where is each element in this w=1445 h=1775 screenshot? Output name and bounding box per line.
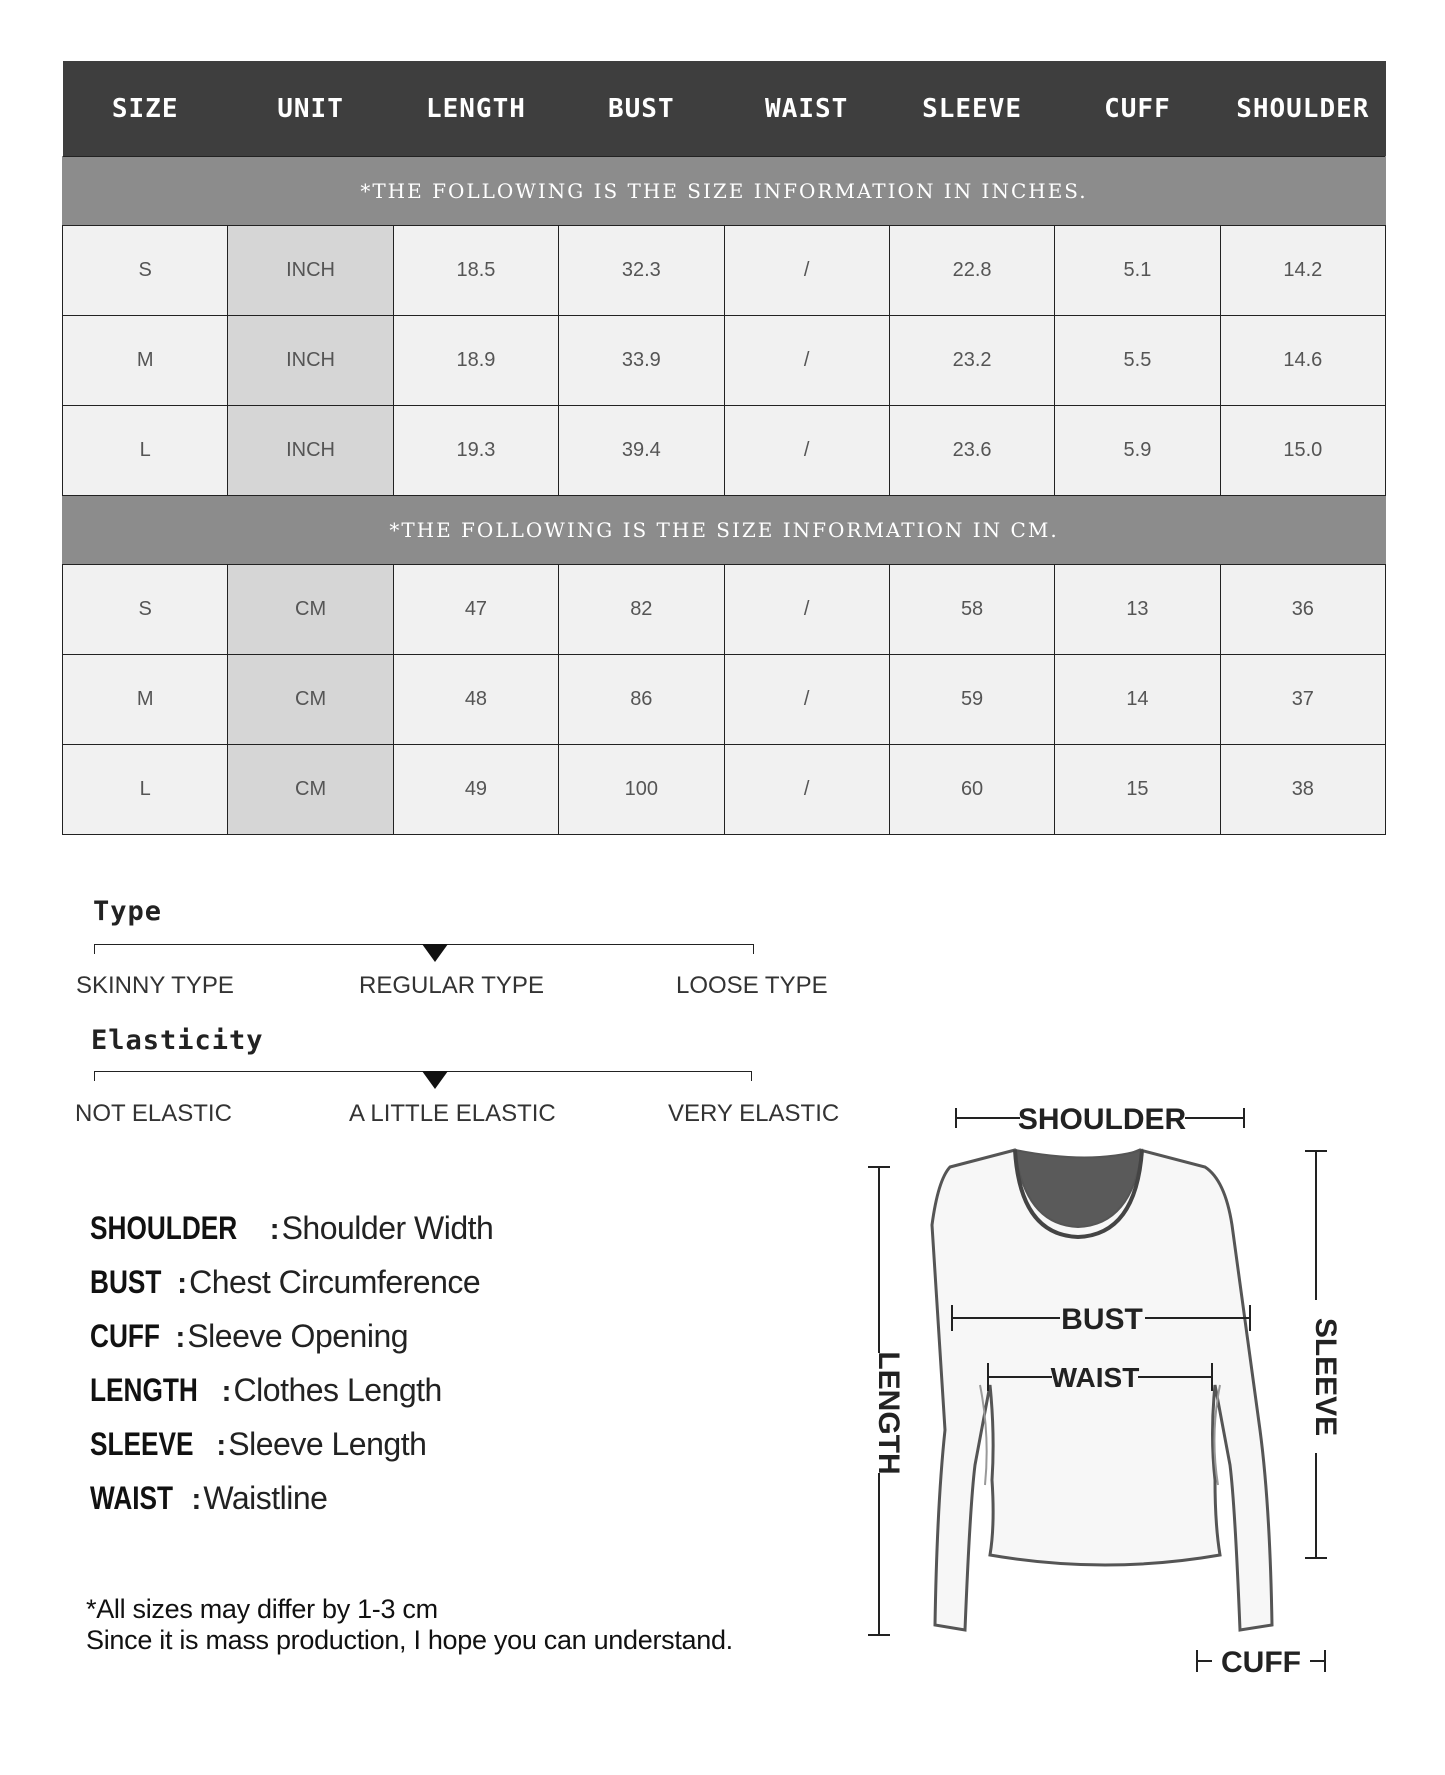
footnote-line-2: Since it is mass production, I hope you can understand.	[86, 1625, 733, 1655]
table-cell: L	[63, 745, 228, 835]
cuff-dimension	[1197, 1646, 1325, 1679]
table-cell: CM	[228, 565, 393, 655]
elasticity-option-not: NOT ELASTIC	[75, 1100, 232, 1127]
table-cell: 100	[559, 745, 724, 835]
table-cell: 33.9	[559, 316, 724, 406]
section-note-row	[63, 157, 1386, 226]
garment-measurement-diagram	[840, 1085, 1350, 1685]
column-header-cuff: CUFF	[1055, 61, 1220, 157]
bust-label: BUST	[1061, 1303, 1143, 1336]
type-option-loose: LOOSE TYPE	[676, 972, 828, 999]
table-row	[63, 226, 1386, 316]
table-row	[63, 565, 1386, 655]
table-cell: 59	[889, 655, 1054, 745]
table-cell: 18.5	[393, 226, 558, 316]
table-cell: INCH	[228, 406, 393, 496]
elasticity-scale-title: Elasticity	[91, 1025, 264, 1056]
type-scale-marker-icon	[422, 944, 448, 962]
column-header-size: SIZE	[63, 61, 228, 157]
legend-desc: Sleeve Opening	[187, 1318, 409, 1354]
section-note-cm: *THE FOLLOWING IS THE SIZE INFORMATION IN CM.	[63, 496, 1386, 565]
legend-term: SLEEVE	[90, 1426, 194, 1462]
table-cell: CM	[228, 655, 393, 745]
sleeve-dimension	[1305, 1151, 1342, 1558]
table-cell: 23.2	[889, 316, 1054, 406]
legend-desc: Sleeve Length	[228, 1426, 427, 1462]
table-cell: 5.1	[1055, 226, 1220, 316]
table-cell: INCH	[228, 226, 393, 316]
legend-item: SLEEVE : Sleeve Length	[90, 1426, 427, 1462]
footnote	[86, 1594, 733, 1656]
table-cell: /	[724, 655, 889, 745]
table-cell: M	[63, 655, 228, 745]
legend-item: SHOULDER : Shoulder Width	[90, 1210, 494, 1246]
table-cell: 39.4	[559, 406, 724, 496]
table-cell: 19.3	[393, 406, 558, 496]
table-cell: S	[63, 565, 228, 655]
table-cell: /	[724, 406, 889, 496]
type-scale-title: Type	[93, 896, 163, 927]
legend-item: LENGTH : Clothes Length	[90, 1372, 442, 1408]
table-row	[63, 316, 1386, 406]
legend-term: CUFF	[90, 1318, 160, 1354]
table-cell: /	[724, 226, 889, 316]
sleeve-label: SLEEVE	[1309, 1317, 1342, 1437]
table-cell: 5.5	[1055, 316, 1220, 406]
table-cell: 48	[393, 655, 558, 745]
elasticity-option-little: A LITTLE ELASTIC	[349, 1100, 556, 1127]
table-cell: 32.3	[559, 226, 724, 316]
table-cell: 14.6	[1220, 316, 1385, 406]
table-cell: 37	[1220, 655, 1385, 745]
size-chart-header-row	[63, 61, 1386, 157]
legend-item: CUFF : Sleeve Opening	[90, 1318, 409, 1354]
table-cell: 22.8	[889, 226, 1054, 316]
footnote-line-1: *All sizes may differ by 1-3 cm	[86, 1594, 438, 1624]
table-cell: L	[63, 406, 228, 496]
table-cell: M	[63, 316, 228, 406]
table-cell: 5.9	[1055, 406, 1220, 496]
table-cell: 49	[393, 745, 558, 835]
table-cell: 86	[559, 655, 724, 745]
table-cell: S	[63, 226, 228, 316]
column-header-sleeve: SLEEVE	[889, 61, 1054, 157]
section-note-inches: *THE FOLLOWING IS THE SIZE INFORMATION IN INCHES.	[63, 157, 1386, 226]
table-row	[63, 745, 1386, 835]
table-row	[63, 406, 1386, 496]
cuff-label: CUFF	[1221, 1646, 1301, 1679]
table-cell: 60	[889, 745, 1054, 835]
size-chart-table	[62, 61, 1386, 835]
table-cell: 15.0	[1220, 406, 1385, 496]
type-option-skinny: SKINNY TYPE	[76, 972, 234, 999]
length-label: LENGTH	[872, 1351, 905, 1475]
table-cell: 82	[559, 565, 724, 655]
type-option-regular: REGULAR TYPE	[359, 972, 544, 999]
table-cell: /	[724, 316, 889, 406]
legend-item: WAIST : Waistline	[90, 1480, 328, 1516]
table-cell: INCH	[228, 316, 393, 406]
table-cell: 47	[393, 565, 558, 655]
legend-desc: Clothes Length	[233, 1372, 442, 1408]
shoulder-dimension	[956, 1103, 1244, 1136]
table-cell: 23.6	[889, 406, 1054, 496]
table-cell: 36	[1220, 565, 1385, 655]
length-dimension	[868, 1167, 905, 1635]
legend-desc: Shoulder Width	[281, 1210, 494, 1246]
elasticity-scale-marker-icon	[422, 1071, 448, 1089]
legend-term: BUST	[90, 1264, 162, 1300]
table-cell: 14.2	[1220, 226, 1385, 316]
legend-term: LENGTH	[90, 1372, 198, 1408]
column-header-shoulder: SHOULDER	[1220, 61, 1385, 157]
shoulder-label: SHOULDER	[1017, 1103, 1187, 1136]
table-cell: 14	[1055, 655, 1220, 745]
table-cell: /	[724, 745, 889, 835]
measurement-legend	[90, 1210, 493, 1534]
waist-label: WAIST	[1050, 1362, 1140, 1393]
elasticity-option-very: VERY ELASTIC	[668, 1100, 840, 1127]
table-cell: 58	[889, 565, 1054, 655]
column-header-unit: UNIT	[228, 61, 393, 157]
legend-term: SHOULDER	[90, 1210, 238, 1246]
legend-desc: Chest Circumference	[189, 1264, 481, 1300]
table-cell: 18.9	[393, 316, 558, 406]
column-header-length: LENGTH	[393, 61, 558, 157]
legend-term: WAIST	[90, 1480, 174, 1516]
table-cell: 38	[1220, 745, 1385, 835]
table-cell: 13	[1055, 565, 1220, 655]
section-note-row	[63, 496, 1386, 565]
column-header-bust: BUST	[559, 61, 724, 157]
legend-item: BUST : Chest Circumference	[90, 1264, 481, 1300]
table-cell: /	[724, 565, 889, 655]
column-header-waist: WAIST	[724, 61, 889, 157]
table-cell: CM	[228, 745, 393, 835]
table-row	[63, 655, 1386, 745]
table-cell: 15	[1055, 745, 1220, 835]
legend-desc: Waistline	[203, 1480, 328, 1516]
